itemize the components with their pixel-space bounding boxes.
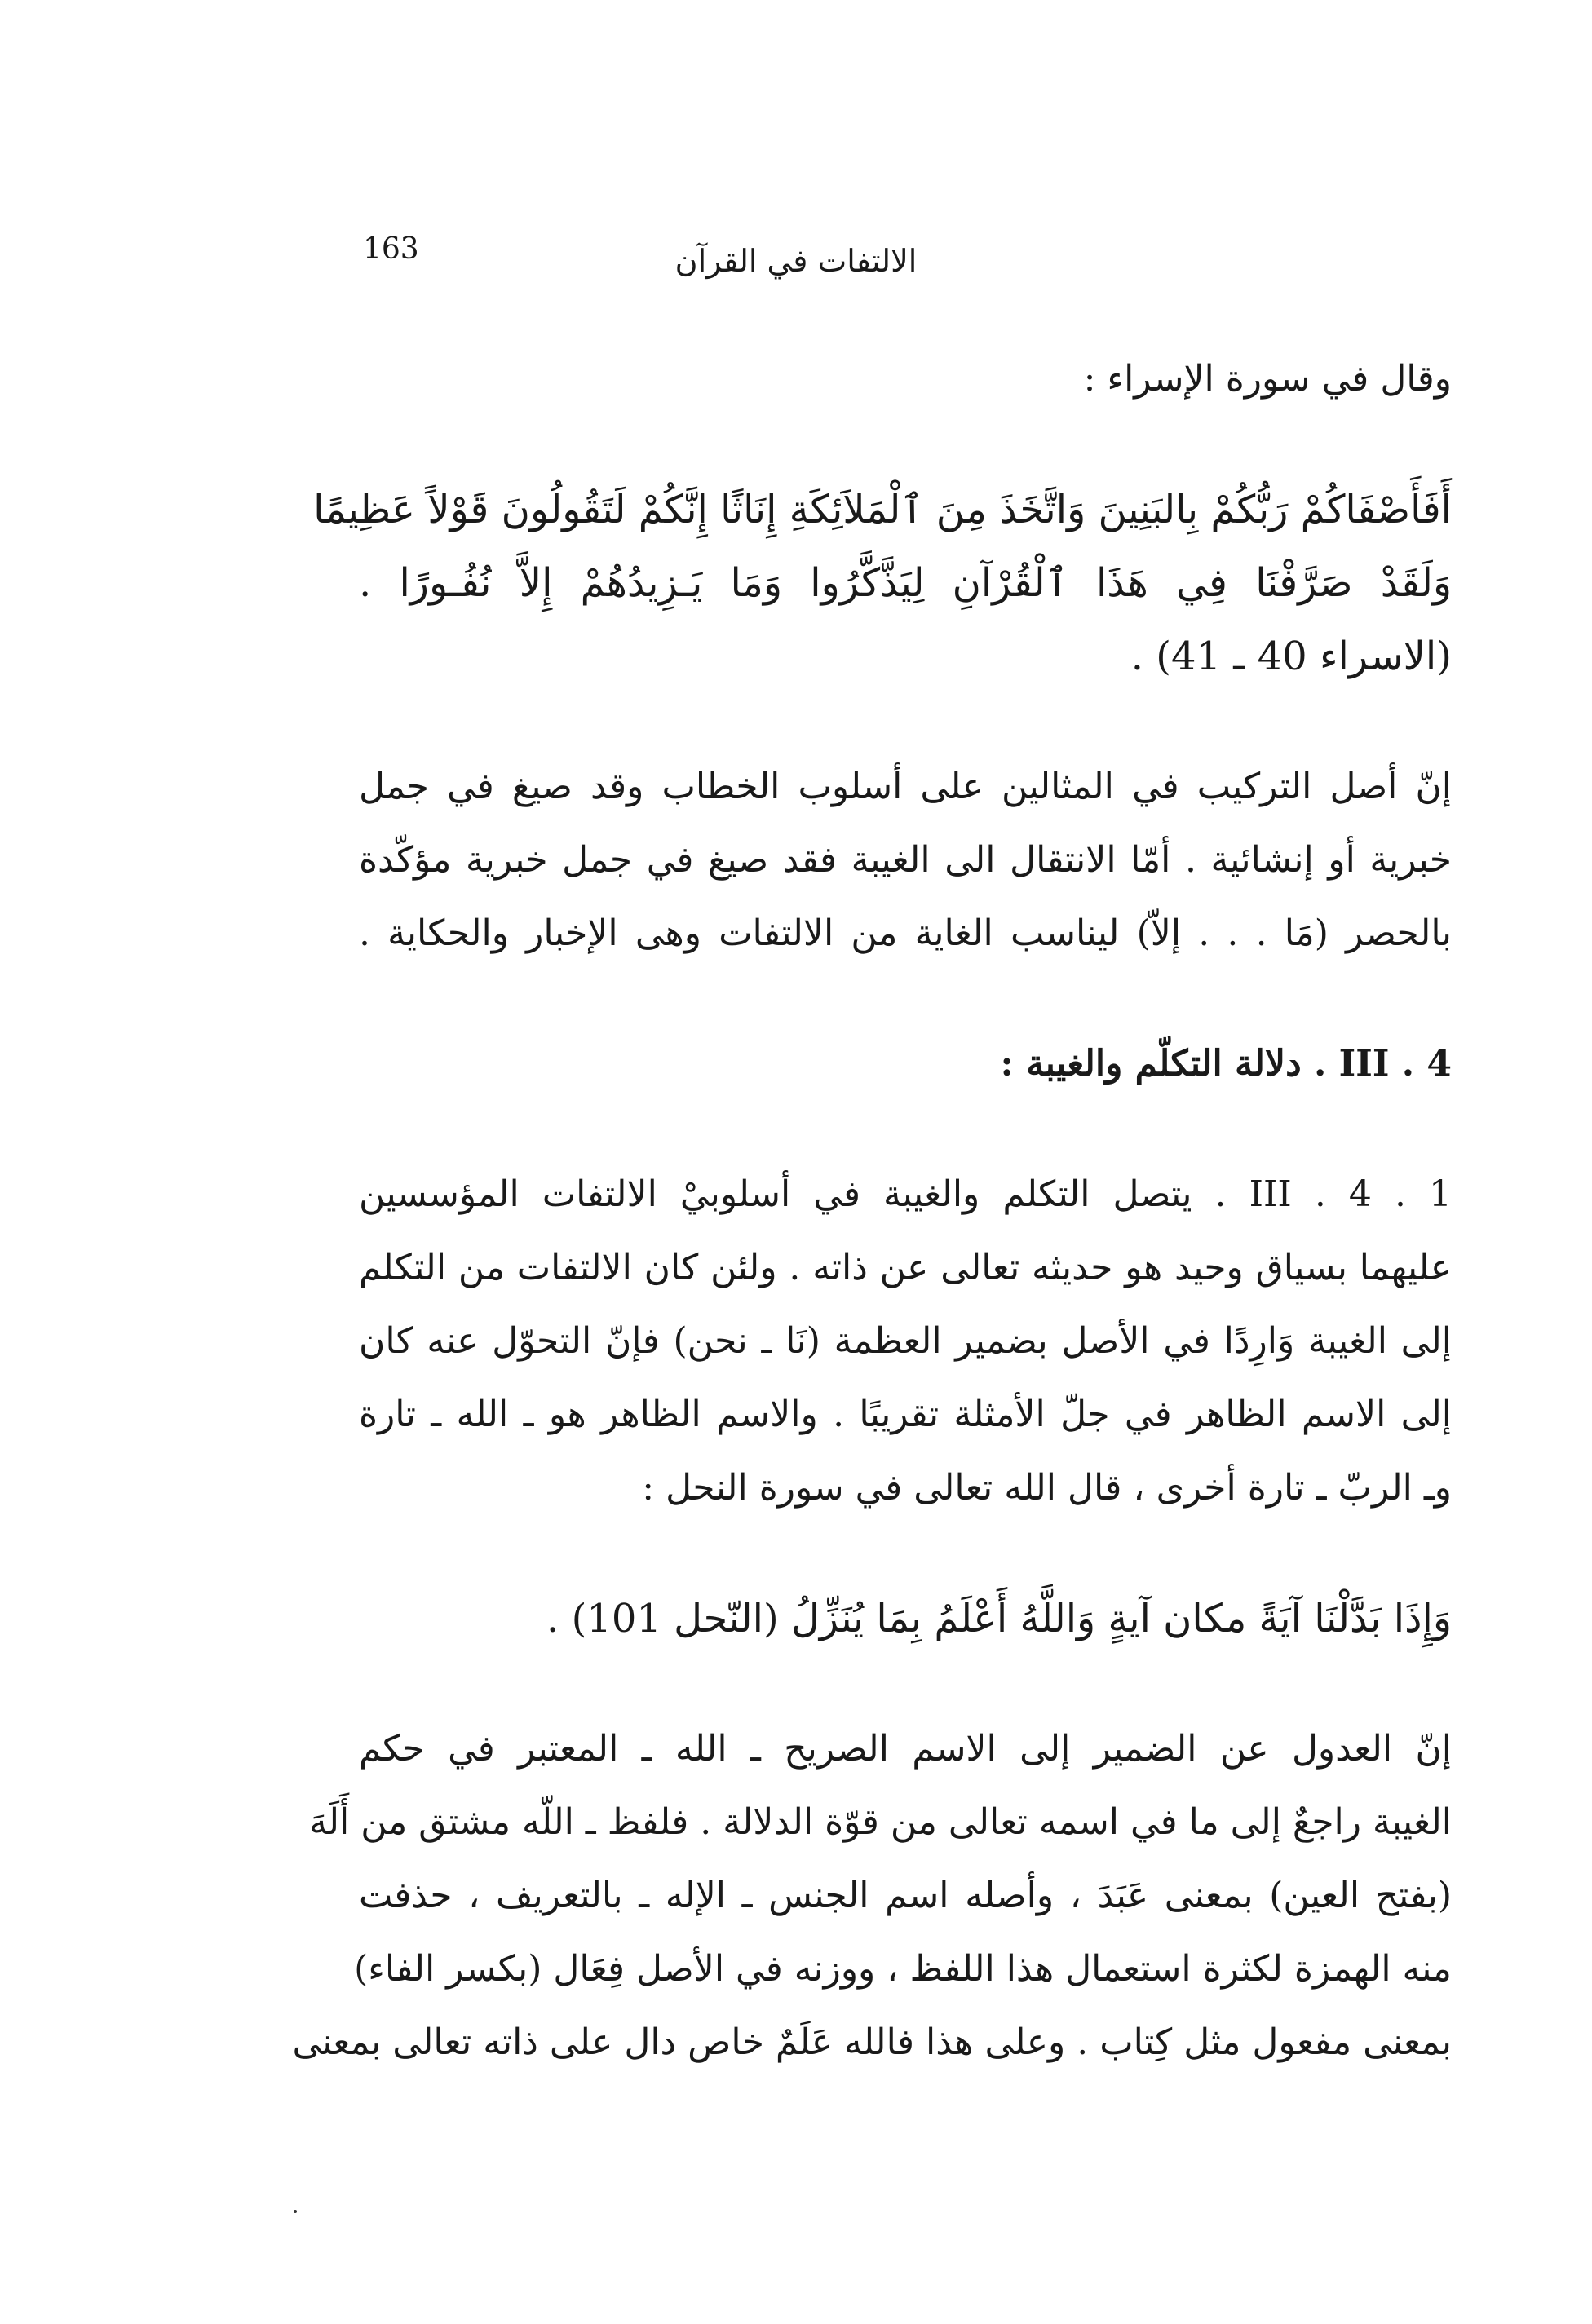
paragraph-line: منه الهمزة لكثرة استعمال هذا اللفظ ، ووزنه في الأصل فِعَال (بكسر الفاء) bbox=[354, 1948, 1452, 1990]
paragraph bbox=[292, 1712, 1452, 2079]
intro-line: وقال في سورة الإسراء : bbox=[1083, 358, 1452, 400]
paragraph-line: عليهما بسياق وحيد هو حديثه تعالى عن ذاته . ولئن كان الالتفات من التكلم bbox=[359, 1247, 1452, 1288]
paragraph-line: بمعنى مفعول مثل كِتاب . وعلى هذا فالله عَلَمٌ خاص دال على ذاته تعالى بمعنى bbox=[292, 2021, 1452, 2063]
page-number: 163 bbox=[363, 232, 419, 266]
quran-verse-isra bbox=[313, 473, 1452, 693]
paragraph-line: وـ الربّ ـ تارة أخرى ، قال الله تعالى في سورة النحل : bbox=[642, 1467, 1452, 1509]
verse-citation: (الاسراء 40 ـ 41) . bbox=[1130, 634, 1452, 679]
verse-line: وَلَقَدْ صَرَّفْنَا فِي هَذَا ٱلْقُرْآنِ لِيَذَّكَّرُوا وَمَا يَـزِيدُهُمْ إِلاَّ نُفُـورًا . bbox=[359, 560, 1452, 606]
paragraph-line: الغيبة راجعٌ إلى ما في اسمه تعالى من قوّة الدلالة . فلفظ ـ اللّه مشتق من أَلَهَ bbox=[309, 1801, 1452, 1843]
paragraph-line: إنّ أصل التركيب في المثالين على أسلوب الخطاب وقد صيغ في جمل bbox=[359, 766, 1452, 807]
scan-speck bbox=[294, 2210, 297, 2213]
paragraph bbox=[359, 1158, 1452, 1525]
page-body bbox=[292, 342, 1452, 2079]
paragraph-line: III . 4 . 1 . يتصل التكلم والغيبة في أسلوبيْ الالتفات المؤسسين bbox=[359, 1173, 1452, 1215]
verse-line: أَفَأَصْفَاكُمْ رَبُّكُمْ بِالبَنِينَ وَاتَّخَذَ مِنَ ٱلْمَلاَئِكَةِ إِنَاثًا إِنَّكُمْ لَتَقُولُونَ قَوْلاً عَظِيمًا bbox=[313, 487, 1452, 532]
paragraph bbox=[359, 750, 1452, 970]
running-header: الالتفات في القرآن bbox=[674, 243, 918, 279]
section-heading: III . 4 . دلالة التكلّم والغيبة : bbox=[1000, 1043, 1452, 1085]
paragraph-line: إلى الغيبة وَارِدًا في الأصل بضمير العظمة (نَا ـ نحن) فإنّ التحوّل عنه كان bbox=[359, 1320, 1452, 1362]
quran-verse-nahl: وَإِذَا بَدَّلْنَا آيَةً مكان آيةٍ وَاللَّهُ أَعْلَمُ بِمَا يُنَزِّلُ (النّحل 101) . bbox=[546, 1596, 1452, 1641]
paragraph-line: إلى الاسم الظاهر في جلّ الأمثلة تقريبًا . والاسم الظاهر هو ـ الله ـ تارة bbox=[359, 1394, 1452, 1435]
paragraph-line: بالحصر (مَا . . . إلاّ) ليناسب الغاية من الالتفات وهى الإخبار والحكاية . bbox=[359, 912, 1452, 954]
paragraph-line: إنّ العدول عن الضمير إلى الاسم الصريح ـ الله ـ المعتبر في حكم bbox=[359, 1728, 1452, 1770]
paragraph-line: (بفتح العين) بمعنى عَبَدَ ، وأصله اسم الجنس ـ الإله ـ بالتعريف ، حذفت bbox=[359, 1875, 1452, 1916]
paragraph-line: خبرية أو إنشائية . أمّا الانتقال الى الغيبة فقد صيغ في جمل خبرية مؤكّدة bbox=[359, 839, 1452, 881]
